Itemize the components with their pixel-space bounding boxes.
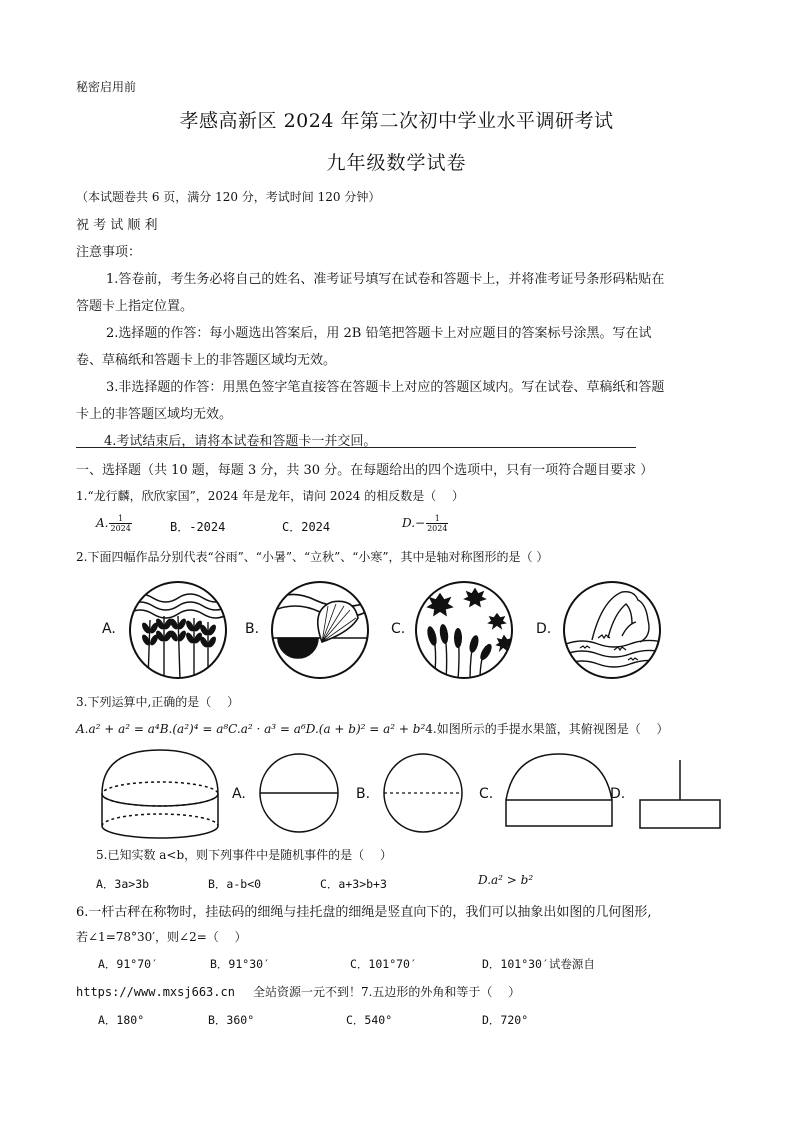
q7-option-b: B．360° [208,1013,255,1027]
q6-option-d: D．101°30′ [482,957,549,971]
q6-stem-line-1: 6.一杆古秤在称物时，挂砝码的细绳与挂托盘的细绳是竖直向下的，我们可以抽象出如图的几何图形, [76,905,652,920]
q4-label-b: B. [356,786,371,802]
q4-label-c: C. [479,786,494,802]
q7-line [76,983,520,1000]
q6-source-tail: 试卷源自 [548,957,595,971]
q2-image-d-minor-cold [562,580,662,680]
q4-label-a: A. [232,786,246,802]
q2-label-a: A. [102,621,116,637]
source-url-link[interactable]: https://www.mxsj663.cn [76,985,235,999]
q1-option-c: C．2024 [282,520,331,534]
exam-title: 孝感高新区 2024 年第二次初中学业水平调研考试 [179,110,614,132]
q1-option-d [402,514,448,533]
q5-option-c: C．a+3>b+3 [320,877,387,891]
exam-info: （本试题卷共 6 页，满分 120 分，考试时间 120 分钟） [76,190,381,204]
q3-options-and-q4-stem [76,720,669,737]
q4-option-a-figure [258,752,340,834]
q3-stem: 3.下列运算中,正确的是（ ） [76,695,240,709]
q5-option-b: B．a-b<0 [208,877,262,891]
note-1-line-1: 1.答卷前，考生务必将自己的姓名、准考证号填写在试卷和答题卡上，并将准考证号条形码粘贴在 [106,272,665,287]
q1-option-b: B．-2024 [170,520,226,534]
note-2-line-1: 2.选择题的作答：每小题选出答案后，用 2B 铅笔把答题卡上对应题目的答案标号涂黑。写在试 [106,326,652,341]
q2-image-b-minor-heat [270,580,370,680]
q3-options: A.a² + a² = a⁴B.(a²)⁴ = a⁸C.a² · a³ = a⁶D.(a + b)² = a² + b² [76,722,426,736]
secret-label: 秘密启用前 [76,80,137,94]
note-3-line-1: 3.非选择题的作答：用黑色签字笔直接答在答题卡上对应的答题区域内。写在试卷、草稿纸和答题 [106,380,665,395]
q6-option-c: C．101°70′ [350,957,417,971]
exam-subtitle: 九年级数学试卷 [326,152,467,174]
q7-stem: 7.五边形的外角和等于（ ） [360,985,521,999]
q1-d-denominator: 2024 [427,524,448,533]
section-1-heading: 一、选择题（共 10 题，每题 3 分，共 30 分。在每题给出的四个选项中，只有一项符合题目要求 ） [76,463,654,478]
promo-text: 全站资源一元不到！ [252,985,361,999]
q4-option-d-figure [638,758,722,830]
q5-option-d: D.a² > b² [478,873,534,887]
q2-label-d: D. [536,621,552,637]
q1-a-numerator: 1 [109,514,131,524]
note-1-line-2: 答题卡上指定位置。 [76,299,194,314]
q4-label-d: D. [610,786,626,802]
q4-option-b-figure [382,752,464,834]
q1-d-fraction [426,514,448,533]
q7-option-a: A．180° [98,1013,145,1027]
q7-option-d: D．720° [482,1013,529,1027]
q1-a-denominator: 2024 [110,524,131,533]
q7-option-c: C．540° [346,1013,393,1027]
q1-d-label: D.− [402,516,426,530]
q2-label-b: B. [245,621,260,637]
q4-option-c-figure [504,752,614,832]
q2-label-c: C. [391,621,406,637]
q6-stem-line-2: 若∠1=78°30′，则∠2=（ ） [76,930,247,944]
q6-option-b: B．91°30′ [210,957,270,971]
q1-d-numerator: 1 [426,514,448,524]
q1-option-a [96,514,132,533]
q6-option-d-line [482,956,595,972]
notes-heading: 注意事项： [76,245,142,260]
q4-stem: 4.如图所示的手提水果篮，其俯视图是（ ） [425,722,669,736]
note-3-line-2: 卡上的非答题区域均无效。 [76,407,233,422]
q2-stem: 2.下面四幅作品分别代表“谷雨”、“小暑”、“立秋”、“小寒”，其中是轴对称图形的是（ ） [76,550,549,564]
notes-divider [76,447,636,448]
q1-a-fraction [109,514,131,533]
q4-fruit-basket-figure [100,748,220,840]
q5-option-a: A．3a>3b [96,877,150,891]
q6-option-a: A．91°70′ [98,957,158,971]
note-2-line-2: 卷、草稿纸和答题卡上的非答题区域均无效。 [76,353,337,368]
q2-image-a-grain-rain [128,580,228,680]
q1-a-label: A. [96,516,109,530]
wish-text: 祝 考 试 顺 利 [76,218,158,233]
q5-stem: 5.已知实数 a<b，则下列事件中是随机事件的是（ ） [96,848,392,862]
q1-stem: 1.“龙行麟，欣欣家国”，2024 年是龙年，请问 2024 的相反数是（ ） [76,489,465,503]
note-4: 4.考试结束后，请将本试卷和答题卡一并交回。 [104,434,377,449]
q2-image-c-autumn-begins [414,580,514,680]
